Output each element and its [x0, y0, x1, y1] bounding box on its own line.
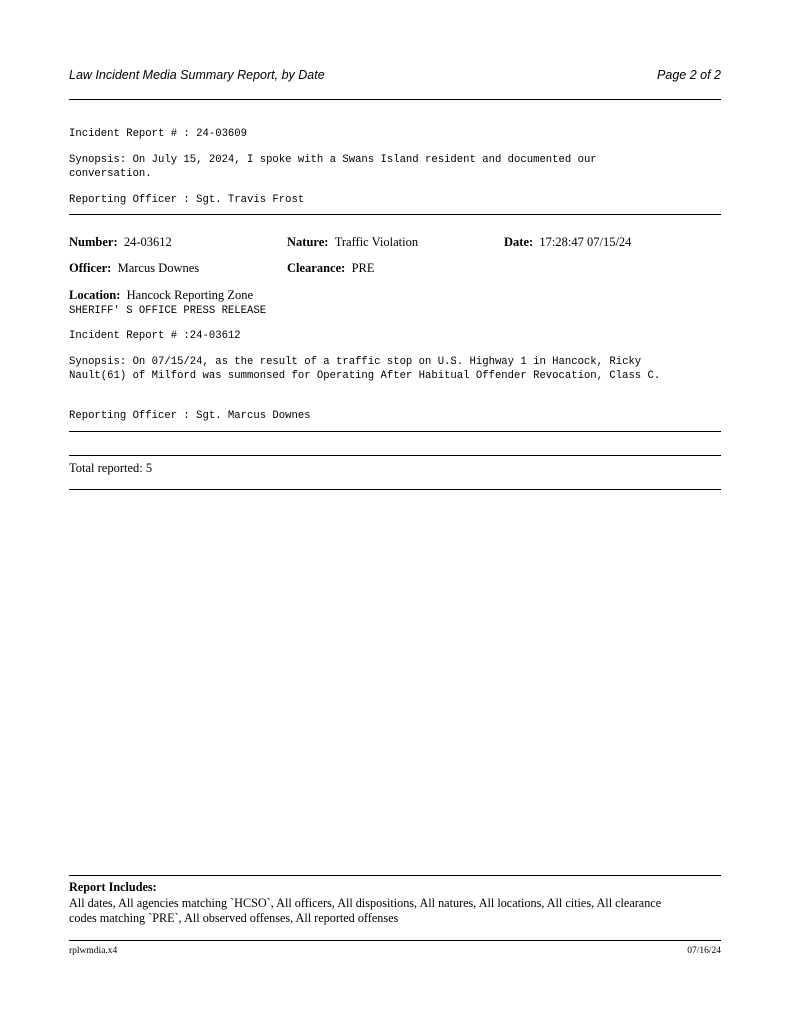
report-includes-label: Report Includes:	[69, 880, 157, 894]
location-value: Hancock Reporting Zone	[126, 288, 253, 302]
officer-value: Marcus Downes	[117, 261, 200, 275]
location-label: Location:	[69, 288, 121, 302]
prev-reporting-officer: Reporting Officer : Sgt. Travis Frost	[69, 194, 305, 206]
report-title: Law Incident Media Summary Report, by Date	[69, 68, 325, 82]
total-reported: Total reported: 5	[69, 461, 153, 475]
record-end-rule	[69, 431, 721, 432]
footer-rule	[69, 940, 721, 941]
date-label: Date:	[504, 235, 534, 249]
total-top-rule	[69, 455, 721, 456]
officer-label: Officer:	[69, 261, 112, 275]
total-bottom-rule	[69, 489, 721, 490]
header-rule	[69, 99, 721, 100]
prev-synopsis-line-1: Synopsis: On July 15, 2024, I spoke with a Swans Island resident and documented our	[69, 154, 597, 166]
footer-report-code: rplwmdia.x4	[69, 946, 118, 956]
nature-field	[287, 235, 418, 250]
page-indicator: Page 2 of 2	[657, 68, 721, 82]
synopsis-line-2: Nault(61) of Milford was summonsed for Operating After Habitual Offender Revocation, Class C.	[69, 370, 661, 382]
prev-synopsis-line-2: conversation.	[69, 168, 152, 180]
number-value: 24-03612	[123, 235, 172, 249]
clearance-label: Clearance:	[287, 261, 346, 275]
reporting-officer: Reporting Officer : Sgt. Marcus Downes	[69, 410, 311, 422]
number-label: Number:	[69, 235, 118, 249]
press-release-heading: SHERIFF' S OFFICE PRESS RELEASE	[69, 305, 267, 317]
footer-print-date: 07/16/24	[687, 946, 721, 956]
incident-report-number: Incident Report # :24-03612	[69, 330, 241, 342]
record-separator-rule	[69, 214, 721, 215]
date-field	[504, 235, 631, 250]
clearance-field	[287, 261, 375, 276]
report-includes-line-2: codes matching `PRE`, All observed offenses, All reported offenses	[69, 911, 399, 925]
report-includes-line-1: All dates, All agencies matching `HCSO`, All officers, All dispositions, All natures, All locations, All cities, All clearance	[69, 895, 662, 910]
location-field	[69, 288, 253, 303]
date-value: 17:28:47 07/15/24	[539, 235, 632, 249]
officer-field	[69, 261, 199, 276]
number-field	[69, 235, 172, 250]
nature-label: Nature:	[287, 235, 329, 249]
includes-top-rule	[69, 875, 721, 876]
synopsis-line-1: Synopsis: On 07/15/24, as the result of a traffic stop on U.S. Highway 1 in Hancock, Ricky	[69, 356, 642, 368]
nature-value: Traffic Violation	[334, 235, 419, 249]
prev-incident-report-number: Incident Report # : 24-03609	[69, 128, 248, 140]
report-includes	[69, 880, 721, 927]
clearance-value: PRE	[351, 261, 375, 275]
